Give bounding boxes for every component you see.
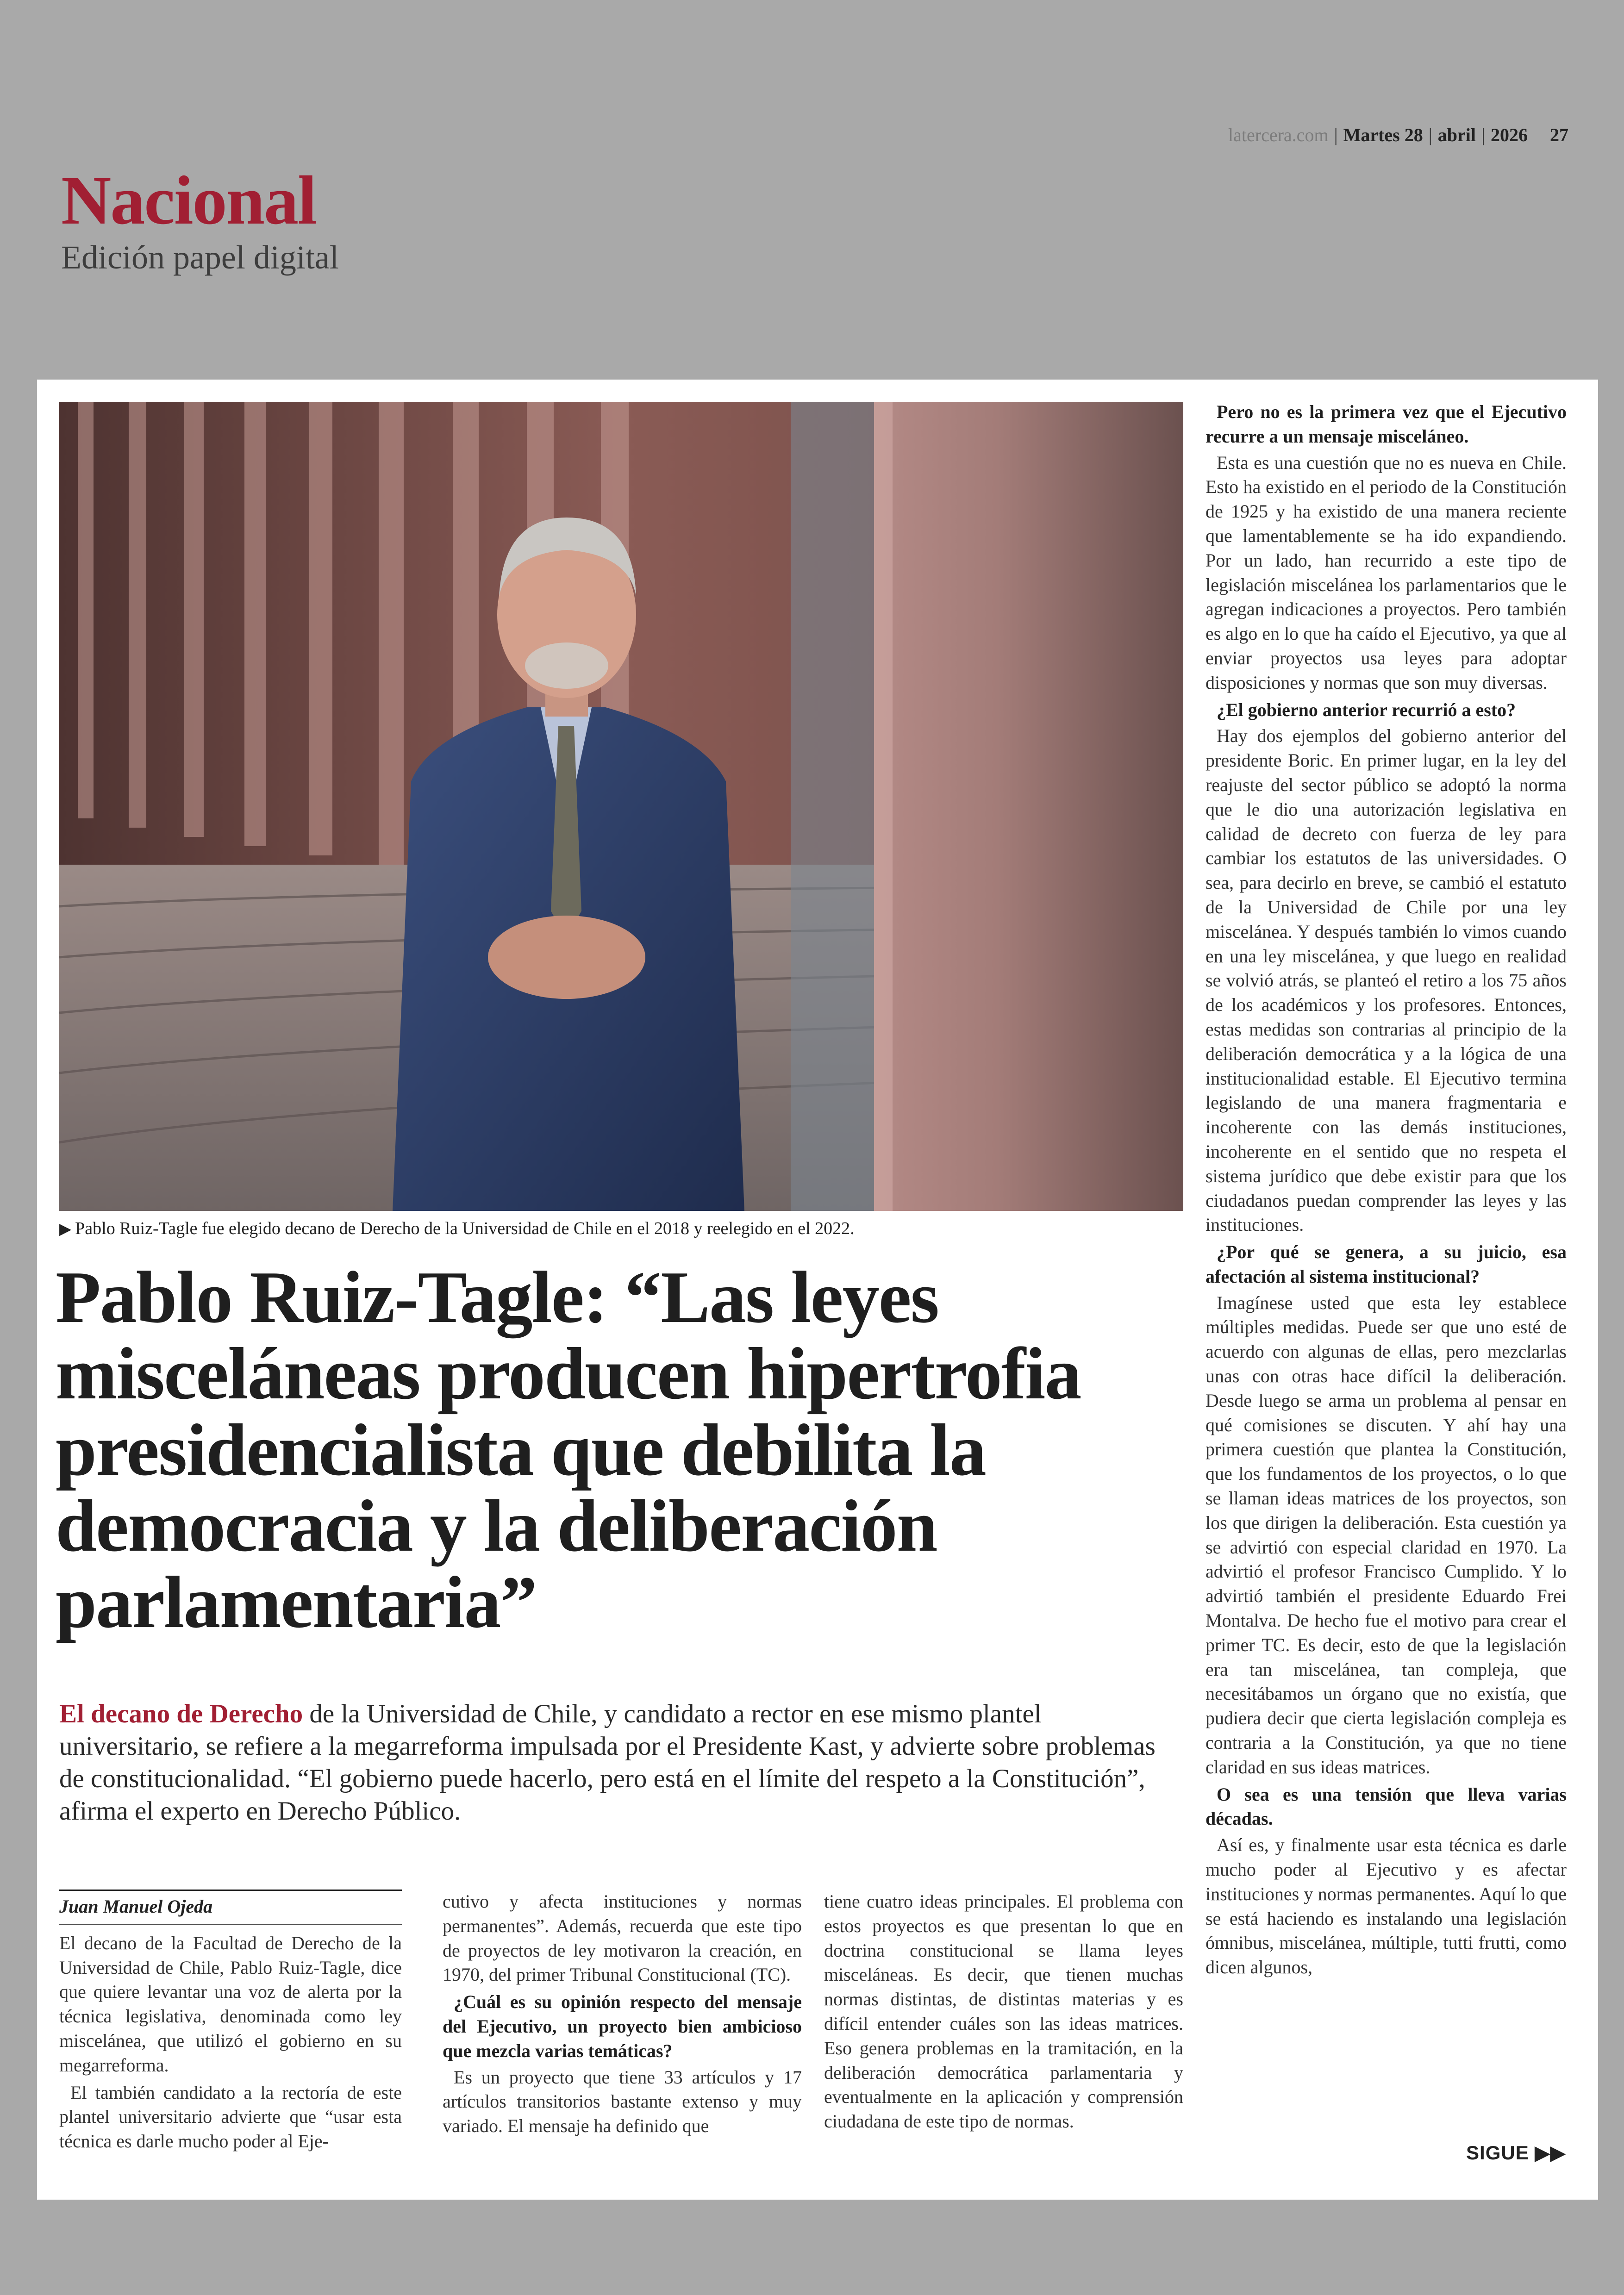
caption-arrow-icon: ▶ — [59, 1221, 72, 1238]
separator: | — [1428, 125, 1432, 145]
lede-lead-in: El decano de Derecho — [59, 1699, 303, 1728]
question: ¿Cuál es su opinión respecto del mensaje del Ejecutivo, un proyecto bien ambicioso que mezcla varias temáticas? — [443, 1991, 802, 2061]
section-title: Nacional — [61, 162, 316, 239]
date-weekday: Martes 28 — [1343, 125, 1423, 145]
photo-caption — [59, 1218, 1184, 1240]
question: Pero no es la primera vez que el Ejecutivo recurre a un mensaje misceláneo. — [1206, 401, 1567, 447]
byline-rule — [59, 1890, 402, 1891]
body-column-1 — [59, 1890, 402, 2157]
paragraph: tiene cuatro ideas principales. El problema con estos proyectos es que presentan lo que en doctrina constitucional se llama leyes misceláneas. Es decir, que tienen muchas normas distintas, de distintas materias y es difícil entender cuáles son las ideas matrices. Eso genera problemas en la tramitación, en la deliberación democrática parlamentaria y eventualmente en la aplicación y comprensión ciudadana de este tipo de normas. — [824, 1891, 1183, 2132]
paragraph: cutivo y afecta instituciones y normas permanentes”. Además, recuerda que este tipo de proyectos de ley motivaron la creación, en 1970, del primer Tribunal Constitucional (TC). — [443, 1891, 802, 1985]
paragraph: El decano de la Facultad de Derecho de la Universidad de Chile, Pablo Ruiz-Tagle, dice que quiere levantar una voz de alerta por la técnica legislativa, denominada como ley miscelánea, que utilizó el gobierno en su megarreforma. — [59, 1932, 402, 2076]
paragraph: Es un proyecto que tiene 33 artículos y 17 artículos transitorios bastante extenso y muy variado. El mensaje ha definido que — [443, 2066, 802, 2137]
paragraph: Imagínese usted que esta ley establece múltiples medidas. Puede ser que uno esté de acuerdo con algunas de ellas, pero mezclarlas unas con otras hace difícil la deliberación. Desde luego se arma un problema al pensar en qué comisiones se discuten. Y ahí hay una primera cuestión que plantea la Constitución, que los fundamentos de los proyectos, o lo que se llaman ideas matrices de los proyectos, son los que dirigen la deliberación. Esta cuestión ya se advirtió con especial claridad en 1970. La advirtió el profesor Francisco Cumplido. Y lo advirtió también el presidente Eduardo Frei Montalva. De hecho fue el motivo para crear el primer TC. Es decir, esto de que la legislación era tan miscelánea, tan compleja, que necesitábamos un órgano que no existía, que pudiera decir que cierta legislación compleja es contraria a la Constitución, ya que no tiene claridad en sus ideas matrices. — [1206, 1292, 1567, 1777]
headline: Pablo Ruiz-Tagle: “Las leyes misceláneas producen hipertrofia presidencialista que debilita la democracia y la deliberación parlamentaria” — [56, 1256, 1081, 1644]
lede — [59, 1698, 1170, 1827]
date-year: 2026 — [1491, 125, 1528, 145]
body-column-3 — [824, 1890, 1183, 2137]
body-column-2 — [443, 1890, 802, 2141]
paragraph: El también candidato a la rectoría de este plantel universitario advierte que “usar esta técnica es darle mucho poder al Eje- — [59, 2082, 402, 2152]
page-number: 27 — [1550, 125, 1568, 145]
masthead-line — [1228, 124, 1568, 146]
article-photo — [59, 402, 1183, 1211]
separator: | — [1481, 125, 1485, 145]
site-name[interactable]: latercera.com — [1228, 125, 1329, 145]
edition-label: Edición papel digital — [61, 239, 339, 276]
continue-link[interactable]: SIGUE ▶▶ — [1466, 2142, 1566, 2164]
caption-text: Pablo Ruiz-Tagle fue elegido decano de Derecho de la Universidad de Chile en el 2018 y reelegido en el 2022. — [75, 1219, 855, 1238]
portrait-illustration — [59, 402, 1183, 1211]
paragraph: Hay dos ejemplos del gobierno anterior del presidente Boric. En primer lugar, en la ley del reajuste del sector público se adoptó la norma que le dio una autorización legislativa en calidad de decreto con fuerza de ley para cambiar los estatutos de las universidades. O sea, para decirlo en breve, se cambió el estatuto de la Universidad de Chile por una ley miscelánea. Y después también lo vimos cuando en una ley miscelánea, y que luego en realidad se volvió atrás, se planteó el retiro a los 75 años de los académicos y los profesores. Entonces, estas medidas son contrarias al principio de la deliberación democrática y a la lógica de una institucionalidad estable. El Ejecutivo termina legislando de una manera fragmentaria e incoherente con las demás instituciones, incoherente en el sentido que no respeta el sistema jurídico que debe existir para que los ciudadanos puedan comprender las leyes y las instituciones. — [1206, 725, 1567, 1235]
article-sheet — [37, 380, 1598, 2200]
byline: Juan Manuel Ojeda — [59, 1894, 402, 1925]
paragraph: Así es, y finalmente usar esta técnica es darle mucho poder al Ejecutivo y es afectar instituciones y normas permanentes. Aquí lo que se está haciendo es instalando una legislación ómnibus, miscelánea, múltiple, tutti frutti, como dicen algunos, — [1206, 1834, 1567, 1978]
question: O sea es una tensión que lleva varias décadas. — [1206, 1784, 1567, 1829]
separator: | — [1334, 125, 1338, 145]
question: ¿Por qué se genera, a su juicio, esa afectación al sistema institucional? — [1206, 1241, 1567, 1287]
paragraph: Esta es una cuestión que no es nueva en Chile. Esto ha existido en el periodo de la Constitución de 1925 y ha existido de una manera reciente que lamentablemente se ha ido expandiendo. Por un lado, han recurrido a este tipo de legislación miscelánea los parlamentarios que le agregan indicaciones a proyectos. Pero también es algo en lo que ha caído el Ejecutivo, ya que al enviar proyectos usa leyes para adoptar disposiciones y normas que son muy diversas. — [1206, 452, 1567, 693]
lede-text: de la Universidad de Chile, y candidato a rector en ese mismo plantel universitario, se refiere a la megarreforma impulsada por el Presidente Kast, y advierte sobre problemas de constitucionalidad. “El gobierno puede hacerlo, pero está en el límite del respeto a la Constitución”, afirma el experto en Derecho Público. — [59, 1699, 1156, 1826]
body-column-4 — [1206, 398, 1567, 1983]
date-month: abril — [1437, 125, 1476, 145]
question: ¿El gobierno anterior recurrió a esto? — [1217, 699, 1516, 720]
